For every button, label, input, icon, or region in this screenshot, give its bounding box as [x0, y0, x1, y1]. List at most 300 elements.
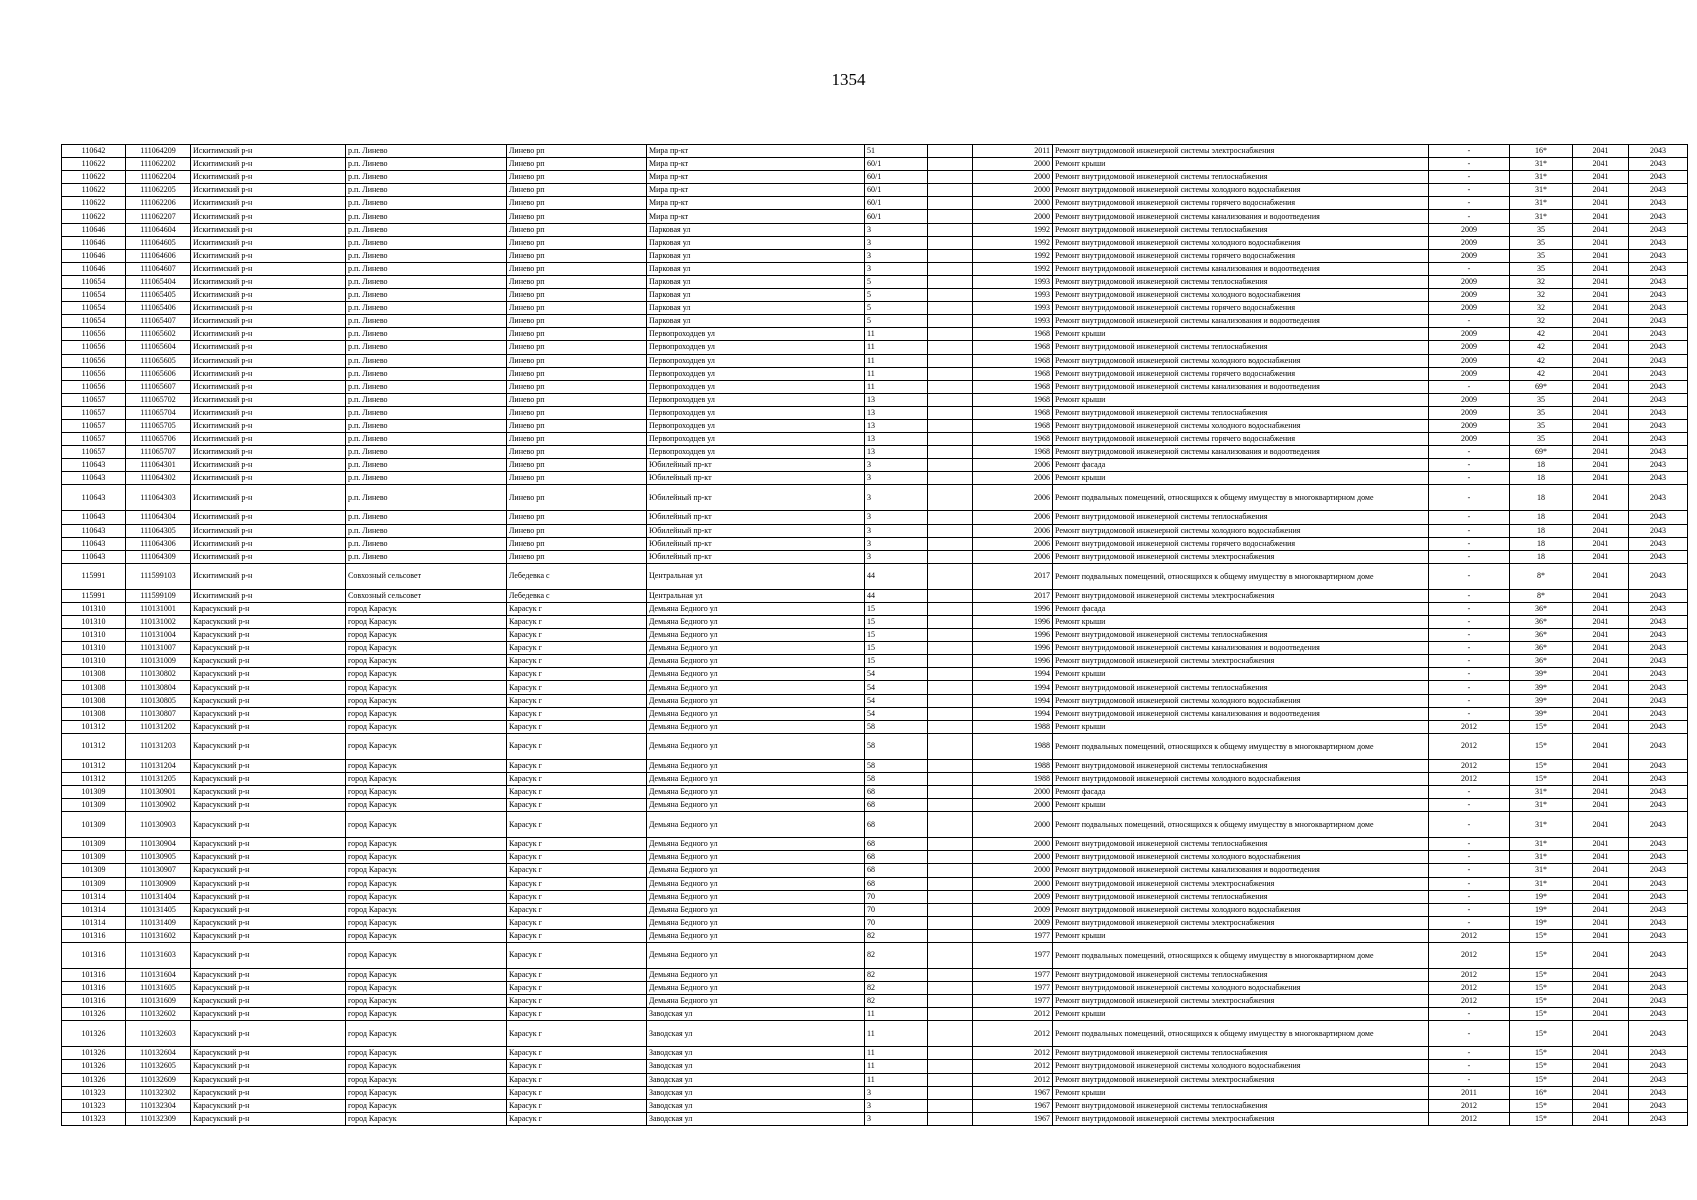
- cell-locality: Линево рп: [507, 367, 647, 380]
- cell-last: 2009: [1429, 249, 1510, 262]
- cell-p1: 2041: [1573, 550, 1629, 563]
- cell-street: Демьяна Бедного ул: [647, 616, 865, 629]
- cell-locality: Карасук г: [507, 890, 647, 903]
- cell-p2: 2043: [1629, 249, 1688, 262]
- table-row: [62, 145, 1688, 158]
- cell-house: 82: [865, 968, 928, 981]
- cell-district: Искитимский р-н: [191, 393, 346, 406]
- cell-house: 3: [865, 236, 928, 249]
- cell-locality: Линево рп: [507, 223, 647, 236]
- cell-year: 1996: [973, 655, 1053, 668]
- cell-p1: 2041: [1573, 772, 1629, 785]
- cell-street: Демьяна Бедного ул: [647, 877, 865, 890]
- cell-municipality: р.п. Линево: [346, 302, 507, 315]
- cell-id: 110657: [62, 406, 126, 419]
- cell-id: 110622: [62, 171, 126, 184]
- cell-building: [928, 851, 973, 864]
- cell-p2: 2043: [1629, 942, 1688, 968]
- cell-locality: Карасук г: [507, 903, 647, 916]
- cell-locality: Линево рп: [507, 524, 647, 537]
- cell-street: Мира пр-кт: [647, 184, 865, 197]
- cell-life: 19*: [1510, 916, 1573, 929]
- cell-life: 31*: [1510, 851, 1573, 864]
- cell-street: Демьяна Бедного ул: [647, 916, 865, 929]
- cell-last: -: [1429, 616, 1510, 629]
- table-row: [62, 995, 1688, 1008]
- cell-municipality: р.п. Линево: [346, 354, 507, 367]
- cell-p2: 2043: [1629, 968, 1688, 981]
- cell-building: [928, 171, 973, 184]
- cell-last: 2009: [1429, 341, 1510, 354]
- cell-p1: 2041: [1573, 851, 1629, 864]
- cell-building: [928, 236, 973, 249]
- cell-code: 110132603: [126, 1021, 191, 1047]
- cell-p2: 2043: [1629, 903, 1688, 916]
- cell-street: Демьяна Бедного ул: [647, 851, 865, 864]
- cell-district: Искитимский р-н: [191, 511, 346, 524]
- cell-year: 1967: [973, 1112, 1053, 1125]
- cell-life: 15*: [1510, 929, 1573, 942]
- cell-municipality: город Карасук: [346, 851, 507, 864]
- cell-p2: 2043: [1629, 302, 1688, 315]
- cell-building: [928, 315, 973, 328]
- cell-work: Ремонт внутридомовой инженерной системы канализования и водоотведения: [1053, 864, 1429, 877]
- cell-p2: 2043: [1629, 223, 1688, 236]
- cell-municipality: город Карасук: [346, 968, 507, 981]
- cell-street: Мира пр-кт: [647, 145, 865, 158]
- cell-code: 111065704: [126, 406, 191, 419]
- table-row: [62, 341, 1688, 354]
- cell-street: Демьяна Бедного ул: [647, 890, 865, 903]
- cell-work: Ремонт внутридомовой инженерной системы холодного водоснабжения: [1053, 524, 1429, 537]
- cell-municipality: город Карасук: [346, 707, 507, 720]
- cell-p1: 2041: [1573, 289, 1629, 302]
- cell-building: [928, 289, 973, 302]
- cell-id: 115991: [62, 563, 126, 589]
- cell-p1: 2041: [1573, 524, 1629, 537]
- cell-year: 1968: [973, 446, 1053, 459]
- table-row: [62, 406, 1688, 419]
- table-row: [62, 472, 1688, 485]
- cell-district: Карасукский р-н: [191, 616, 346, 629]
- cell-life: 18: [1510, 485, 1573, 511]
- cell-last: -: [1429, 524, 1510, 537]
- cell-house: 68: [865, 786, 928, 799]
- cell-building: [928, 275, 973, 288]
- cell-life: 18: [1510, 511, 1573, 524]
- cell-district: Карасукский р-н: [191, 968, 346, 981]
- cell-locality: Карасук г: [507, 916, 647, 929]
- cell-id: 101323: [62, 1112, 126, 1125]
- cell-id: 101314: [62, 903, 126, 916]
- cell-house: 3: [865, 511, 928, 524]
- cell-p1: 2041: [1573, 236, 1629, 249]
- cell-p1: 2041: [1573, 171, 1629, 184]
- cell-p1: 2041: [1573, 903, 1629, 916]
- cell-municipality: город Карасук: [346, 877, 507, 890]
- cell-locality: Линево рп: [507, 472, 647, 485]
- cell-street: Заводская ул: [647, 1086, 865, 1099]
- cell-p1: 2041: [1573, 982, 1629, 995]
- cell-last: -: [1429, 589, 1510, 602]
- cell-building: [928, 903, 973, 916]
- cell-street: Мира пр-кт: [647, 171, 865, 184]
- cell-p2: 2043: [1629, 197, 1688, 210]
- cell-code: 110130907: [126, 864, 191, 877]
- cell-municipality: город Карасук: [346, 1060, 507, 1073]
- cell-street: Демьяна Бедного ул: [647, 655, 865, 668]
- cell-p1: 2041: [1573, 589, 1629, 602]
- cell-locality: Линево рп: [507, 145, 647, 158]
- cell-municipality: р.п. Линево: [346, 406, 507, 419]
- cell-year: 2000: [973, 210, 1053, 223]
- cell-p1: 2041: [1573, 328, 1629, 341]
- cell-building: [928, 563, 973, 589]
- cell-year: 1994: [973, 681, 1053, 694]
- cell-district: Карасукский р-н: [191, 655, 346, 668]
- cell-municipality: р.п. Линево: [346, 197, 507, 210]
- cell-street: Первопроходцев ул: [647, 406, 865, 419]
- cell-year: 2000: [973, 786, 1053, 799]
- cell-district: Искитимский р-н: [191, 419, 346, 432]
- cell-building: [928, 393, 973, 406]
- cell-house: 60/1: [865, 197, 928, 210]
- cell-locality: Карасук г: [507, 786, 647, 799]
- cell-district: Искитимский р-н: [191, 328, 346, 341]
- table-row: [62, 838, 1688, 851]
- cell-building: [928, 210, 973, 223]
- cell-street: Парковая ул: [647, 315, 865, 328]
- cell-year: 2000: [973, 799, 1053, 812]
- cell-year: 2009: [973, 903, 1053, 916]
- cell-p2: 2043: [1629, 1099, 1688, 1112]
- cell-id: 110643: [62, 537, 126, 550]
- table-row: [62, 537, 1688, 550]
- cell-p2: 2043: [1629, 772, 1688, 785]
- cell-last: -: [1429, 537, 1510, 550]
- cell-work: Ремонт внутридомовой инженерной системы горячего водоснабжения: [1053, 249, 1429, 262]
- cell-life: 35: [1510, 262, 1573, 275]
- cell-year: 1988: [973, 772, 1053, 785]
- cell-id: 101316: [62, 995, 126, 1008]
- cell-p2: 2043: [1629, 799, 1688, 812]
- cell-work: Ремонт крыши: [1053, 668, 1429, 681]
- cell-code: 111064309: [126, 550, 191, 563]
- cell-last: -: [1429, 890, 1510, 903]
- cell-house: 3: [865, 459, 928, 472]
- cell-locality: Линево рп: [507, 537, 647, 550]
- cell-life: 31*: [1510, 158, 1573, 171]
- cell-municipality: город Карасук: [346, 995, 507, 1008]
- cell-last: -: [1429, 171, 1510, 184]
- cell-p1: 2041: [1573, 759, 1629, 772]
- cell-p2: 2043: [1629, 406, 1688, 419]
- cell-id: 101309: [62, 877, 126, 890]
- cell-locality: Карасук г: [507, 1086, 647, 1099]
- cell-id: 101326: [62, 1008, 126, 1021]
- cell-last: -: [1429, 1008, 1510, 1021]
- cell-code: 111065404: [126, 275, 191, 288]
- cell-life: 32: [1510, 302, 1573, 315]
- cell-house: 3: [865, 1099, 928, 1112]
- cell-district: Искитимский р-н: [191, 302, 346, 315]
- cell-life: 15*: [1510, 733, 1573, 759]
- cell-life: 69*: [1510, 380, 1573, 393]
- cell-street: Заводская ул: [647, 1073, 865, 1086]
- cell-house: 11: [865, 354, 928, 367]
- cell-id: 110643: [62, 550, 126, 563]
- cell-life: 35: [1510, 249, 1573, 262]
- cell-municipality: р.п. Линево: [346, 184, 507, 197]
- cell-id: 110643: [62, 511, 126, 524]
- cell-house: 15: [865, 655, 928, 668]
- table-row: [62, 1047, 1688, 1060]
- cell-code: 110130802: [126, 668, 191, 681]
- cell-p1: 2041: [1573, 197, 1629, 210]
- cell-locality: Карасук г: [507, 799, 647, 812]
- table-row: [62, 302, 1688, 315]
- cell-id: 110643: [62, 459, 126, 472]
- cell-house: 82: [865, 982, 928, 995]
- cell-year: 1968: [973, 433, 1053, 446]
- cell-work: Ремонт внутридомовой инженерной системы теплоснабжения: [1053, 171, 1429, 184]
- cell-street: Парковая ул: [647, 275, 865, 288]
- cell-id: 110643: [62, 485, 126, 511]
- cell-district: Карасукский р-н: [191, 851, 346, 864]
- cell-p2: 2043: [1629, 262, 1688, 275]
- cell-locality: Карасук г: [507, 694, 647, 707]
- cell-year: 1977: [973, 982, 1053, 995]
- cell-municipality: р.п. Линево: [346, 367, 507, 380]
- cell-municipality: р.п. Линево: [346, 459, 507, 472]
- cell-municipality: город Карасук: [346, 720, 507, 733]
- cell-last: 2012: [1429, 759, 1510, 772]
- cell-work: Ремонт внутридомовой инженерной системы холодного водоснабжения: [1053, 236, 1429, 249]
- cell-p2: 2043: [1629, 315, 1688, 328]
- cell-code: 110131202: [126, 720, 191, 733]
- cell-last: -: [1429, 197, 1510, 210]
- cell-municipality: р.п. Линево: [346, 210, 507, 223]
- cell-locality: Линево рп: [507, 158, 647, 171]
- cell-municipality: Совхозный сельсовет: [346, 589, 507, 602]
- cell-last: -: [1429, 864, 1510, 877]
- cell-id: 101314: [62, 916, 126, 929]
- cell-district: Карасукский р-н: [191, 786, 346, 799]
- cell-code: 110131409: [126, 916, 191, 929]
- cell-p1: 2041: [1573, 1086, 1629, 1099]
- cell-street: Демьяна Бедного ул: [647, 942, 865, 968]
- cell-year: 1993: [973, 315, 1053, 328]
- cell-building: [928, 759, 973, 772]
- cell-p2: 2043: [1629, 916, 1688, 929]
- cell-work: Ремонт фасада: [1053, 786, 1429, 799]
- cell-last: -: [1429, 262, 1510, 275]
- cell-locality: Карасук г: [507, 838, 647, 851]
- cell-year: 2012: [973, 1047, 1053, 1060]
- cell-district: Искитимский р-н: [191, 210, 346, 223]
- cell-id: 110642: [62, 145, 126, 158]
- cell-municipality: город Карасук: [346, 1021, 507, 1047]
- cell-locality: Линево рп: [507, 485, 647, 511]
- cell-house: 11: [865, 380, 928, 393]
- cell-year: 2000: [973, 184, 1053, 197]
- cell-life: 15*: [1510, 982, 1573, 995]
- cell-municipality: город Карасук: [346, 1073, 507, 1086]
- cell-work: Ремонт внутридомовой инженерной системы теплоснабжения: [1053, 759, 1429, 772]
- cell-code: 110130905: [126, 851, 191, 864]
- cell-p1: 2041: [1573, 563, 1629, 589]
- table-row: [62, 812, 1688, 838]
- cell-life: 18: [1510, 537, 1573, 550]
- cell-id: 101309: [62, 812, 126, 838]
- cell-life: 35: [1510, 433, 1573, 446]
- cell-p2: 2043: [1629, 668, 1688, 681]
- cell-life: 15*: [1510, 759, 1573, 772]
- cell-municipality: р.п. Линево: [346, 262, 507, 275]
- cell-street: Юбилейный пр-кт: [647, 550, 865, 563]
- cell-street: Парковая ул: [647, 236, 865, 249]
- cell-year: 1993: [973, 275, 1053, 288]
- cell-street: Первопроходцев ул: [647, 367, 865, 380]
- cell-house: 11: [865, 367, 928, 380]
- cell-municipality: р.п. Линево: [346, 419, 507, 432]
- cell-street: Первопроходцев ул: [647, 354, 865, 367]
- cell-p1: 2041: [1573, 968, 1629, 981]
- cell-building: [928, 354, 973, 367]
- cell-work: Ремонт крыши: [1053, 1086, 1429, 1099]
- cell-work: Ремонт внутридомовой инженерной системы теплоснабжения: [1053, 890, 1429, 903]
- cell-street: Парковая ул: [647, 223, 865, 236]
- cell-id: 110657: [62, 393, 126, 406]
- cell-work: Ремонт крыши: [1053, 328, 1429, 341]
- cell-municipality: р.п. Линево: [346, 472, 507, 485]
- cell-last: 2009: [1429, 406, 1510, 419]
- cell-building: [928, 262, 973, 275]
- table-row: [62, 419, 1688, 432]
- cell-life: 15*: [1510, 1112, 1573, 1125]
- table-row: [62, 446, 1688, 459]
- table-row: [62, 642, 1688, 655]
- cell-street: Демьяна Бедного ул: [647, 903, 865, 916]
- cell-municipality: р.п. Линево: [346, 341, 507, 354]
- cell-locality: Карасук г: [507, 995, 647, 1008]
- cell-p2: 2043: [1629, 511, 1688, 524]
- cell-municipality: р.п. Линево: [346, 393, 507, 406]
- cell-house: 11: [865, 328, 928, 341]
- cell-year: 1968: [973, 393, 1053, 406]
- cell-last: -: [1429, 485, 1510, 511]
- cell-work: Ремонт внутридомовой инженерной системы электроснабжения: [1053, 877, 1429, 890]
- cell-building: [928, 406, 973, 419]
- cell-municipality: город Карасук: [346, 1008, 507, 1021]
- cell-p2: 2043: [1629, 537, 1688, 550]
- cell-p1: 2041: [1573, 275, 1629, 288]
- cell-work: Ремонт внутридомовой инженерной системы холодного водоснабжения: [1053, 1060, 1429, 1073]
- cell-work: Ремонт внутридомовой инженерной системы теплоснабжения: [1053, 511, 1429, 524]
- cell-p1: 2041: [1573, 446, 1629, 459]
- cell-code: 111065604: [126, 341, 191, 354]
- cell-year: 1994: [973, 668, 1053, 681]
- cell-work: Ремонт внутридомовой инженерной системы теплоснабжения: [1053, 681, 1429, 694]
- cell-id: 110622: [62, 210, 126, 223]
- cell-id: 101310: [62, 629, 126, 642]
- cell-building: [928, 249, 973, 262]
- cell-locality: Карасук г: [507, 642, 647, 655]
- cell-life: 15*: [1510, 1008, 1573, 1021]
- table-row: [62, 694, 1688, 707]
- cell-district: Искитимский р-н: [191, 341, 346, 354]
- cell-work: Ремонт внутридомовой инженерной системы электроснабжения: [1053, 995, 1429, 1008]
- table-row: [62, 393, 1688, 406]
- cell-district: Карасукский р-н: [191, 694, 346, 707]
- cell-year: 1968: [973, 380, 1053, 393]
- cell-code: 111065707: [126, 446, 191, 459]
- cell-building: [928, 733, 973, 759]
- table-row: [62, 197, 1688, 210]
- cell-locality: Линево рп: [507, 459, 647, 472]
- cell-year: 2006: [973, 524, 1053, 537]
- cell-p2: 2043: [1629, 184, 1688, 197]
- table-row: [62, 1060, 1688, 1073]
- cell-district: Карасукский р-н: [191, 903, 346, 916]
- cell-code: 110131602: [126, 929, 191, 942]
- cell-street: Демьяна Бедного ул: [647, 681, 865, 694]
- cell-life: 18: [1510, 472, 1573, 485]
- register-table: [61, 144, 1688, 1126]
- cell-street: Заводская ул: [647, 1008, 865, 1021]
- cell-last: 2009: [1429, 393, 1510, 406]
- table-row: [62, 328, 1688, 341]
- cell-code: 111065605: [126, 354, 191, 367]
- cell-p2: 2043: [1629, 380, 1688, 393]
- cell-house: 58: [865, 733, 928, 759]
- cell-id: 101310: [62, 642, 126, 655]
- cell-p2: 2043: [1629, 1047, 1688, 1060]
- cell-life: 31*: [1510, 171, 1573, 184]
- cell-municipality: р.п. Линево: [346, 249, 507, 262]
- cell-street: Парковая ул: [647, 249, 865, 262]
- table-row: [62, 171, 1688, 184]
- cell-p2: 2043: [1629, 433, 1688, 446]
- cell-year: 2006: [973, 550, 1053, 563]
- cell-id: 110643: [62, 524, 126, 537]
- table-row: [62, 759, 1688, 772]
- cell-year: 1977: [973, 942, 1053, 968]
- cell-district: Искитимский р-н: [191, 184, 346, 197]
- cell-year: 1968: [973, 328, 1053, 341]
- cell-locality: Линево рп: [507, 433, 647, 446]
- cell-locality: Линево рп: [507, 315, 647, 328]
- table-row: [62, 433, 1688, 446]
- cell-house: 44: [865, 589, 928, 602]
- cell-last: -: [1429, 1047, 1510, 1060]
- cell-work: Ремонт крыши: [1053, 393, 1429, 406]
- cell-house: 15: [865, 616, 928, 629]
- cell-municipality: город Карасук: [346, 903, 507, 916]
- cell-work: Ремонт фасада: [1053, 459, 1429, 472]
- cell-district: Искитимский р-н: [191, 472, 346, 485]
- cell-id: 101309: [62, 851, 126, 864]
- cell-p1: 2041: [1573, 511, 1629, 524]
- cell-building: [928, 1086, 973, 1099]
- cell-locality: Карасук г: [507, 616, 647, 629]
- register-body: [62, 145, 1688, 1126]
- cell-district: Искитимский р-н: [191, 223, 346, 236]
- cell-p2: 2043: [1629, 890, 1688, 903]
- cell-building: [928, 1112, 973, 1125]
- cell-p1: 2041: [1573, 302, 1629, 315]
- cell-p2: 2043: [1629, 236, 1688, 249]
